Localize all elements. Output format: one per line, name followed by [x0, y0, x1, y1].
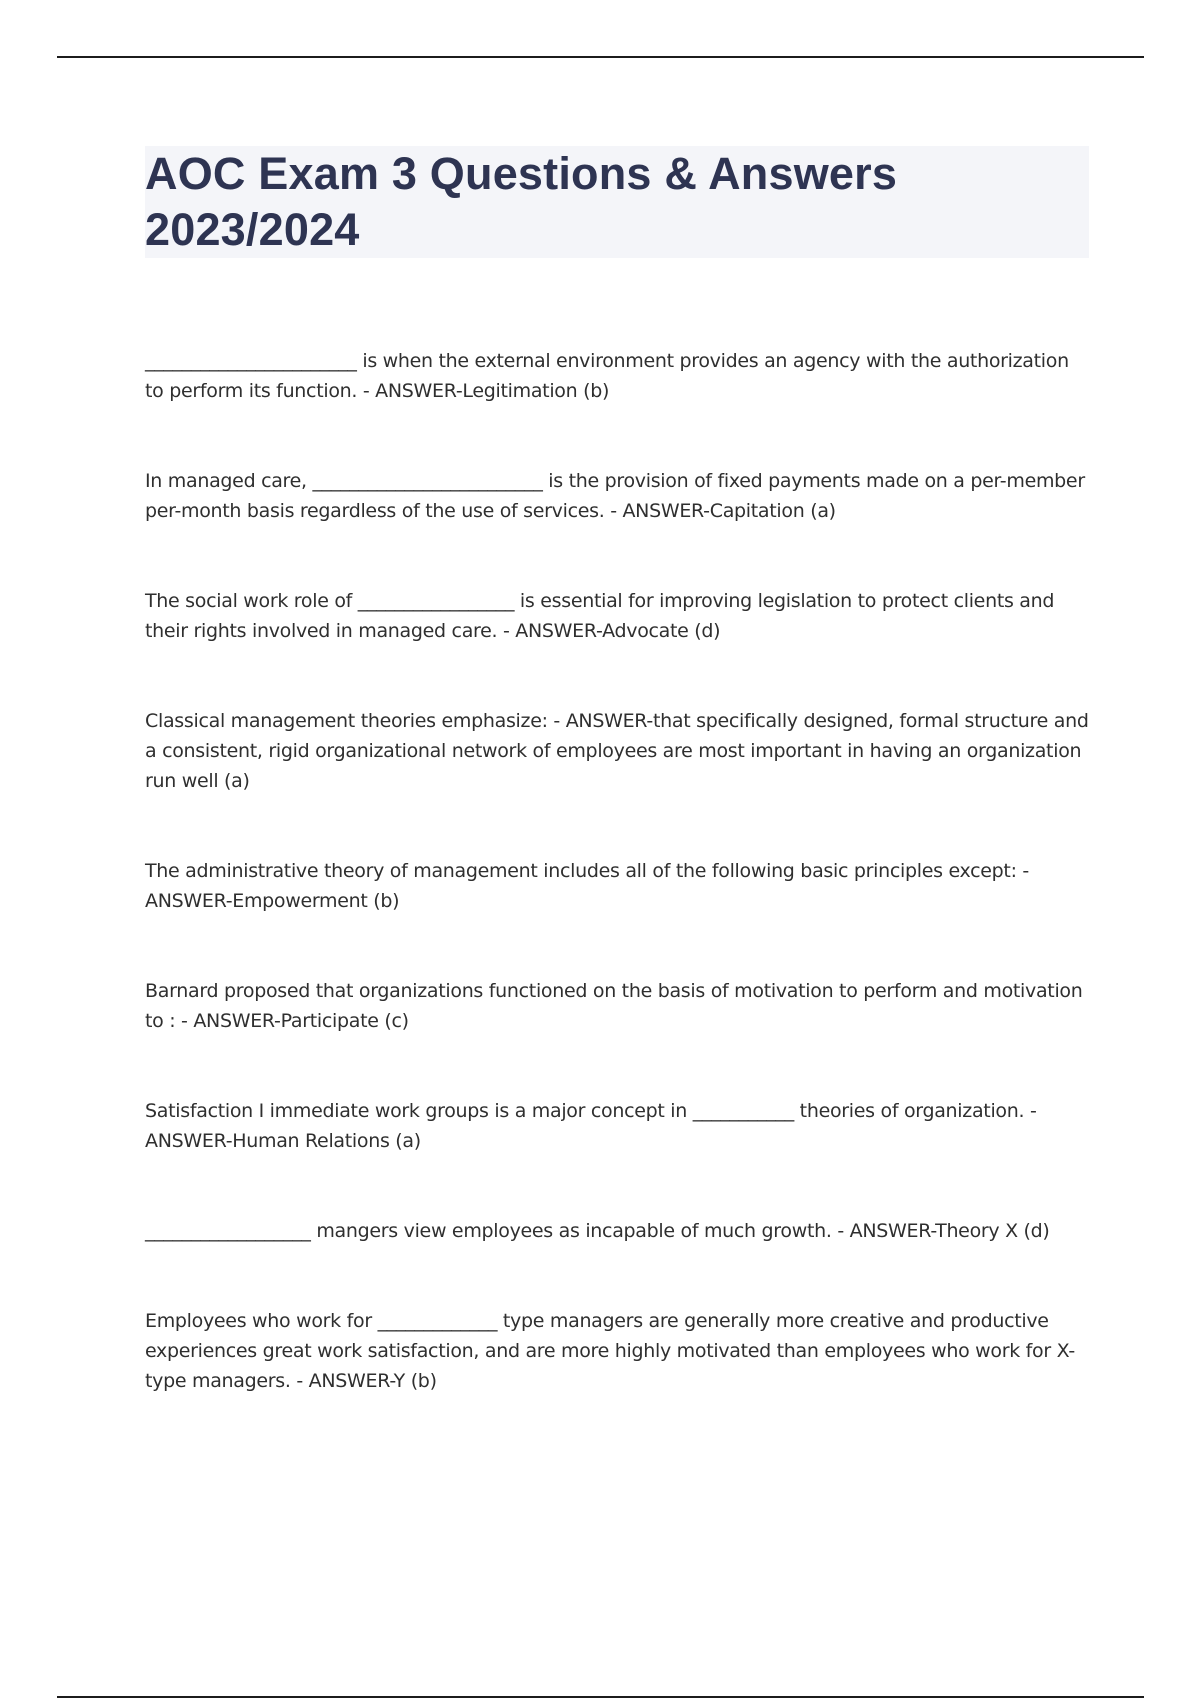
- qa-item: _______________________ is when the external environment provides an agency with the authorization to perform its function. - ANSWER-Legitimation (b): [145, 350, 1069, 402]
- top-divider: [57, 56, 1144, 58]
- qa-item: In managed care, _________________________ is the provision of fixed payments made on a per-member per-month basis regardless of the use of services. - ANSWER-Capitation (a): [145, 470, 1085, 522]
- qa-item: Barnard proposed that organizations functioned on the basis of motivation to perform and motivation to : - ANSWER-Participate (c): [145, 980, 1083, 1032]
- bottom-divider: [57, 1696, 1144, 1698]
- qa-item: The social work role of _________________ is essential for improving legislation to protect clients and their rights involved in managed care. - ANSWER-Advocate (d): [145, 590, 1055, 642]
- qa-item: The administrative theory of management includes all of the following basic principles except: - ANSWER-Empowerment (b): [145, 860, 1029, 912]
- qa-item: Classical management theories emphasize: - ANSWER-that specifically designed, formal structure and a consistent, rigid organizational network of employees are most important in having an organization run well (a): [145, 710, 1089, 792]
- page-title: AOC Exam 3 Questions & Answers 2023/2024: [145, 148, 898, 255]
- qa-item: Employees who work for _____________ type managers are generally more creative and productive experiences great work satisfaction, and are more highly motivated than employees who work for X-type managers. - ANSWER-Y (b): [145, 1310, 1075, 1392]
- qa-item: __________________ mangers view employees as incapable of much growth. - ANSWER-Theory X (d): [145, 1220, 1050, 1242]
- qa-item: Satisfaction I immediate work groups is a major concept in ___________ theories of organization. - ANSWER-Human Relations (a): [145, 1100, 1037, 1152]
- title-block: [145, 146, 1089, 258]
